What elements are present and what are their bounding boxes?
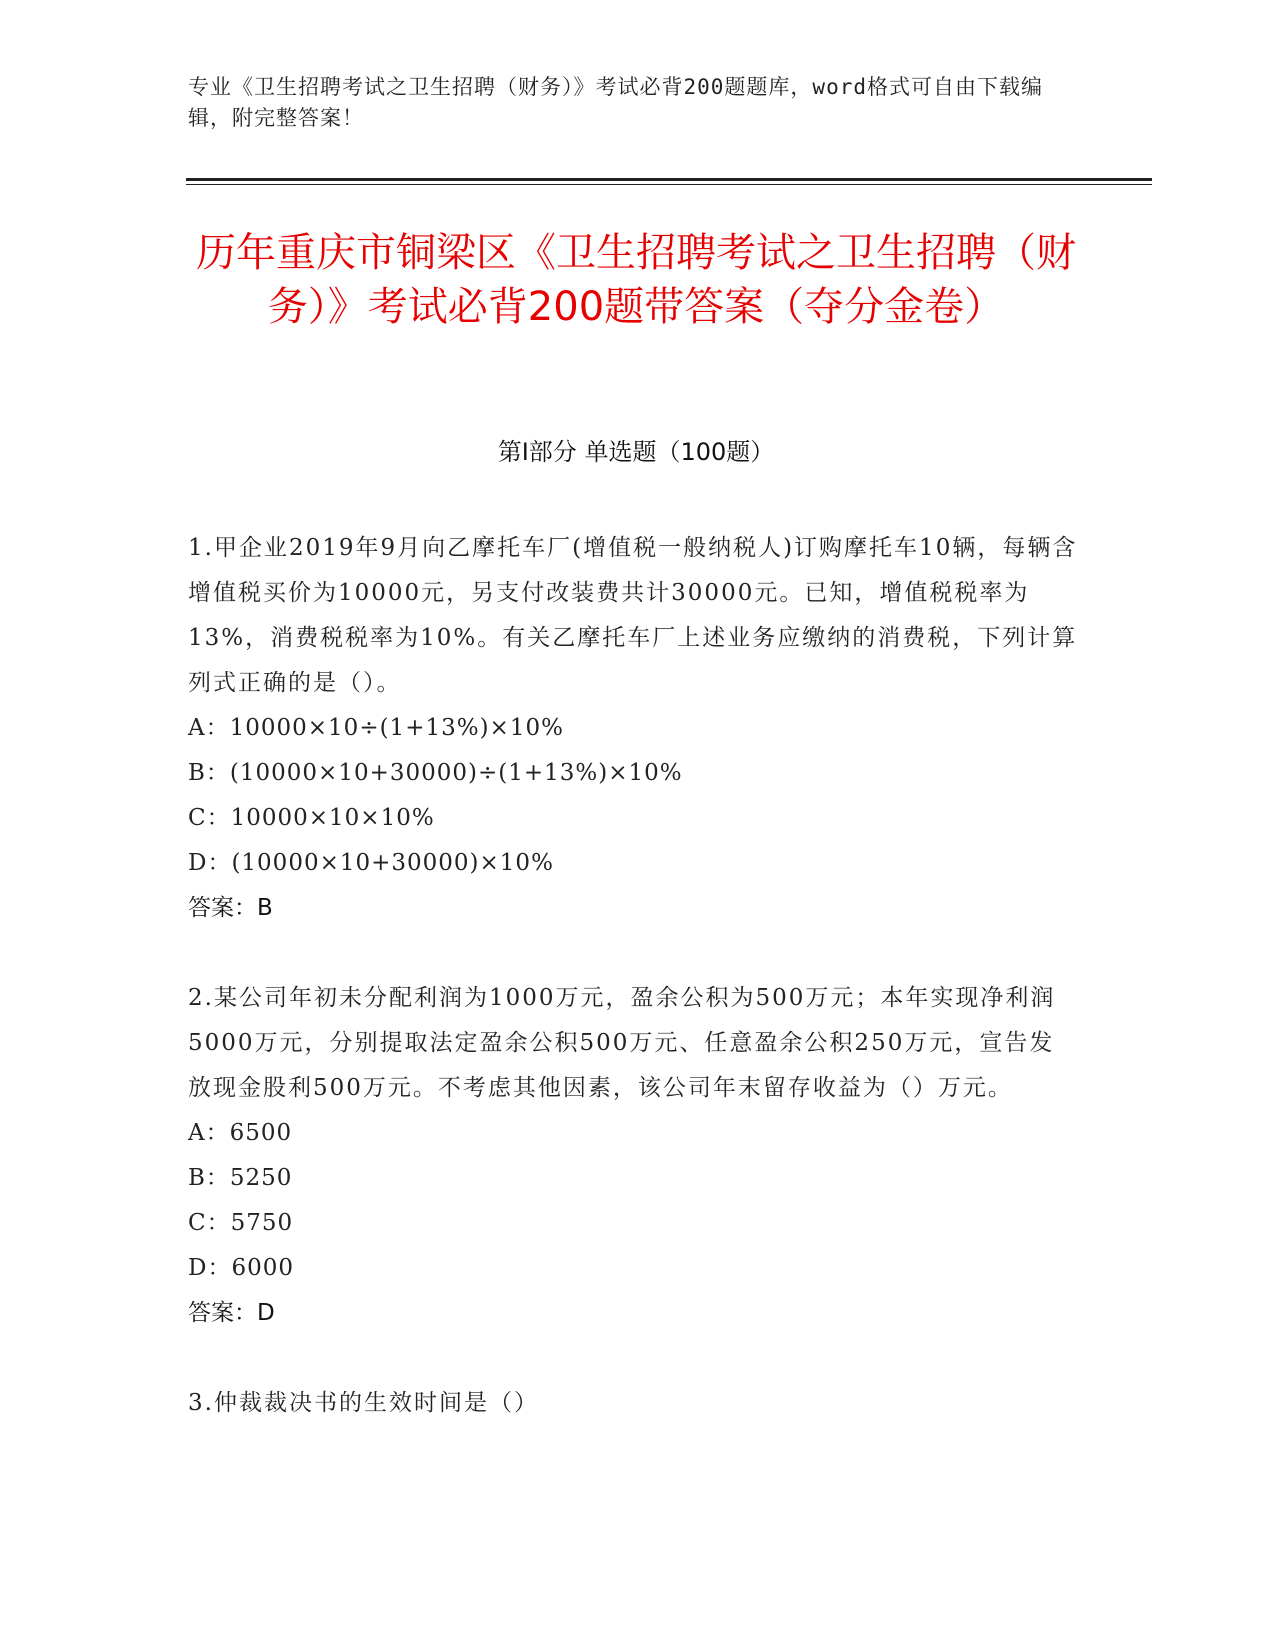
answer-line: 答案：B [188, 895, 273, 921]
answer-line: 答案：D [188, 1300, 275, 1326]
question-3 [188, 1381, 1078, 1426]
option-c: C：10000×10×10% [188, 805, 435, 831]
question-stem: 3.仲裁裁决书的生效时间是（） [188, 1390, 539, 1416]
option-b: B：5250 [188, 1165, 293, 1191]
question-1 [188, 526, 1078, 931]
section-title: 第I部分 单选题（100题） [497, 438, 775, 466]
header-rule-thick [186, 178, 1152, 181]
question-stem: 2.某公司年初未分配利润为1000万元，盈余公积为500万元；本年实现净利润5000万元，分别提取法定盈余公积500万元、任意盈余公积250万元，宣告发放现金股利500万元。不考虑其他因素，该公司年末留存收益为（）万元。 [188, 985, 1056, 1101]
option-b: B：(10000×10+30000)÷(1+13%)×10% [188, 760, 683, 786]
question-stem: 1.甲企业2019年9月向乙摩托车厂(增值税一般纳税人)订购摩托车10辆，每辆含增值税买价为10000元，另支付改装费共计30000元。已知，增值税税率为13%，消费税税率为10%。有关乙摩托车厂上述业务应缴纳的消费税，下列计算列式正确的是（）。 [188, 535, 1078, 696]
question-2 [188, 976, 1078, 1336]
option-d: D：6000 [188, 1255, 294, 1281]
option-d: D：(10000×10+30000)×10% [188, 850, 554, 876]
header-note: 专业《卫生招聘考试之卫生招聘（财务）》考试必背200题题库，word格式可自由下载编辑，附完整答案！ [188, 75, 1043, 130]
document-title: 历年重庆市铜梁区《卫生招聘考试之卫生招聘（财务）》考试必背200题带答案（夺分金卷） [196, 230, 1076, 330]
option-a: A：10000×10÷(1+13%)×10% [188, 715, 564, 741]
option-c: C：5750 [188, 1210, 294, 1236]
question-list [188, 526, 1078, 1471]
header-rule-thin [186, 184, 1152, 185]
option-a: A：6500 [188, 1120, 293, 1146]
